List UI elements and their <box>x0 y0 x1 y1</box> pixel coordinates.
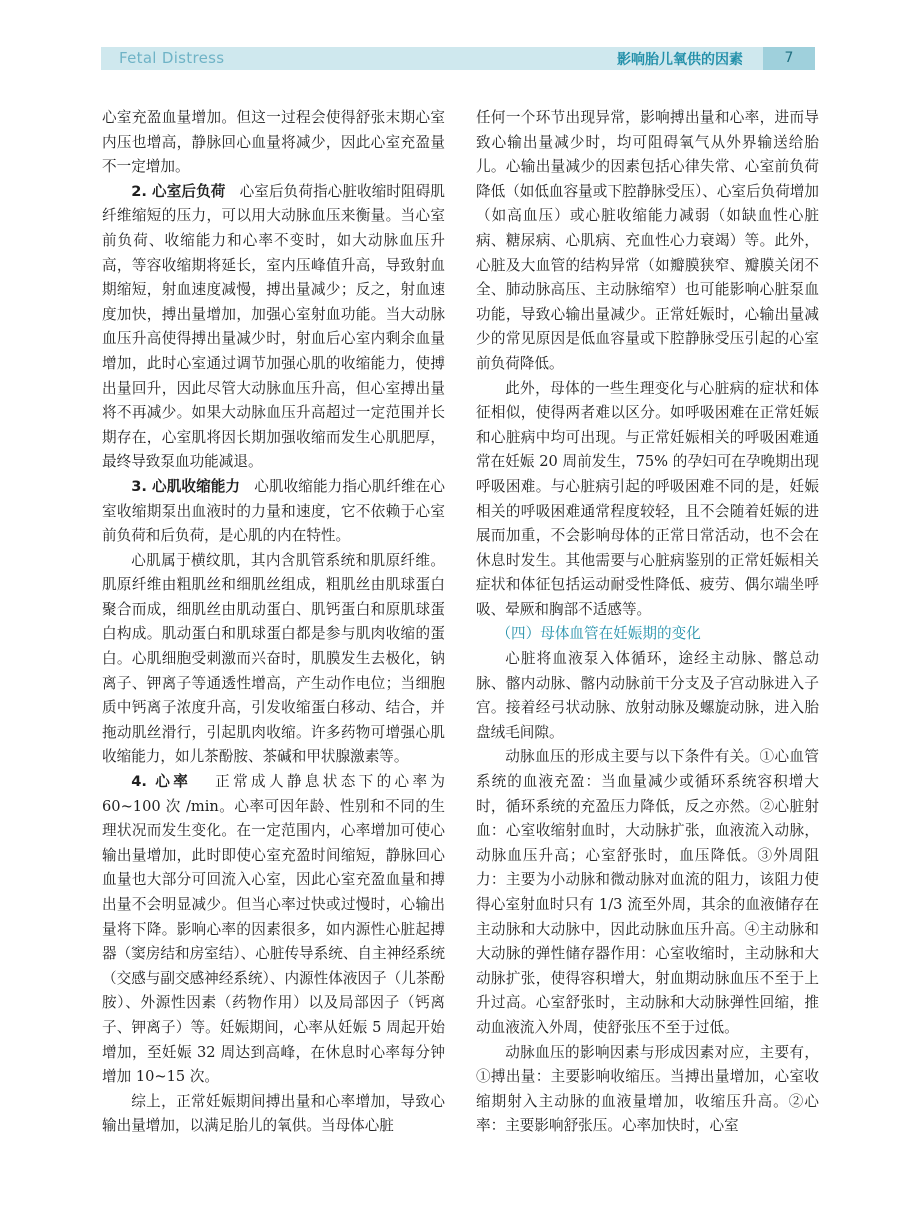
paragraph-contractility <box>102 475 445 549</box>
left-column <box>102 106 445 1139</box>
paragraph: 任何一个环节出现异常，影响搏出量和心率，进而导致心输出量减少时，均可阻碍氧气从外界输送给胎儿。心输出量减少的因素包括心律失常、心室前负荷降低（如低血容量或下腔静脉受压）、心室后负荷增加（如高血压）或心脏收缩能力减弱（如缺血性心脏病、糖尿病、心肌病、充血性心力衰竭）等。此外，心脏及大血管的结构异常（如瓣膜狭窄、瓣膜关闭不全、肺动脉高压、主动脉缩窄）也可能影响心脏泵血功能，导致心输出量减少。正常妊娠时，心输出量减少的常见原因是低血容量或下腔静脉受压引起的心室前负荷降低。 <box>476 109 819 372</box>
page-number: 7 <box>763 47 815 70</box>
section-heading: （四）母体血管在妊娠期的变化 <box>496 625 701 643</box>
paragraph-text: 心肌收缩能力指心肌纤维在心室收缩期泵出血液时的力量和速度，它不依赖于心室前负荷和后负荷，是心肌的内在特性。 <box>102 477 445 545</box>
paragraph-afterload <box>102 180 445 475</box>
book-title: Fetal Distress <box>119 49 225 67</box>
paragraph-text: 心室后负荷指心脏收缩时阻碍肌纤维缩短的压力，可以用大动脉血压来衡量。当心室前负荷、收缩能力和心率不变时，如大动脉血压升高，等容收缩期将延长，室内压峰值升高，导致射血期缩短，射血速度减慢，搏出量减少；反之，射血速度加快，搏出量增加，加强心室射血功能。当大动脉血压升高使得搏出量减少时，射血后心室内剩余血量增加，此时心室通过调节加强心肌的收缩能力，使搏出量回升，因此尽管大动脉血压升高，但心室搏出量将不再减少。如果大动脉血压升高超过一定范围并长期存在，心室肌将因长期加强收缩而发生心肌肥厚，最终导致泵血功能减退。 <box>102 182 445 471</box>
paragraph: 动脉血压的形成主要与以下条件有关。①心血管系统的血液充盈：当血量减少或循环系统容积增大时，循环系统的充盈压力降低，反之亦然。②心脏射血：心室收缩射血时，大动脉扩张，血液流入动脉，动脉血压升高；心室舒张时，血压降低。③外周阻力：主要为小动脉和微动脉对血流的阻力，该阻力使得心室射血时只有 1/3 流至外周，其余的血液储存在主动脉和大动脉中，因此动脉血压升高。④主动脉和大动脉的弹性储存器作用：心室收缩时，主动脉和大动脉扩张，使得容积增大，射血期动脉血压不至于上升过高。心室舒张时，主动脉和大动脉弹性回缩，推动血液流入外周，使舒张压不至于过低。 <box>476 748 819 1036</box>
paragraph: 综上，正常妊娠期间搏出量和心率增加，导致心输出量增加，以满足胎儿的氧供。当母体心脏 <box>102 1092 445 1135</box>
subsection-heading: 4. 心率 <box>131 773 192 791</box>
subsection-heading: 2. 心室后负荷 <box>131 182 226 200</box>
paragraph: 心脏将血液泵入体循环，途经主动脉、髂总动脉、髂内动脉、髂内动脉前干分支及子宫动脉进入子宫。接着经弓状动脉、放射动脉及螺旋动脉，进入胎盘绒毛间隙。 <box>476 650 819 741</box>
paragraph: 动脉血压的影响因素与形成因素对应，主要有，①搏出量：主要影响收缩压。当搏出量增加，心室收缩期射入主动脉的血液量增加，收缩压升高。②心率：主要影响舒张压。心率加快时，心室 <box>476 1043 819 1135</box>
chapter-title: 影响胎儿氧供的因素 <box>617 52 743 68</box>
paragraph-text: 正常成人静息状态下的心率为 60~100 次 /min。心率可因年龄、性别和不同的生理状况而发生变化。在一定范围内，心率增加可使心输出量增加，此时即使心室充盈时间缩短，静脉回心血量也大部分可回流入心室，因此心室充盈血量和搏出量不会明显减少。但当心率过快或过慢时，心输出量将下降。影响心率的因素很多，如内源性心脏起搏器（窦房结和房室结）、心脏传导系统、自主神经系统（交感与副交感神经系统）、内源性体液因子（儿茶酚胺）、外源性因素（药物作用）以及局部因子（钙离子、钾离子）等。妊娠期间，心率从妊娠 5 周起开始增加，至妊娠 32 周达到高峰，在休息时心率每分钟增加 10~15 次。 <box>102 773 445 1086</box>
running-header <box>101 47 815 70</box>
subsection-heading: 3. 心肌收缩能力 <box>131 477 241 495</box>
paragraph: 心肌属于横纹肌，其内含肌管系统和肌原纤维。肌原纤维由粗肌丝和细肌丝组成，粗肌丝由肌球蛋白聚合而成，细肌丝由肌动蛋白、肌钙蛋白和原肌球蛋白构成。肌动蛋白和肌球蛋白都是参与肌肉收缩的蛋白。心肌细胞受刺激而兴奋时，肌膜发生去极化，钠离子、钾离子等通透性增高，产生动作电位；当细胞质中钙离子浓度升高，引发收缩蛋白移动、结合，并拖动肌丝滑行，引起肌肉收缩。许多药物可增强心肌收缩能力，如儿茶酚胺、茶碱和甲状腺激素等。 <box>102 551 445 766</box>
paragraph: 此外，母体的一些生理变化与心脏病的症状和体征相似，使得两者难以区分。如呼吸困难在正常妊娠和心脏病中均可出现。与正常妊娠相关的呼吸困难通常在妊娠 20 周前发生，75% 的孕妇可在孕晚期出现呼吸困难。与心脏病引起的呼吸困难不同的是，妊娠相关的呼吸困难通常程度较轻，且不会随着妊娠的进展而加重，不会影响母体的正常日常活动，也不会在休息时发生。其他需要与心脏病鉴别的正常妊娠相关症状和体征包括运动耐受性降低、疲劳、偶尔端坐呼吸、晕厥和胸部不适感等。 <box>476 379 819 618</box>
paragraph-heart-rate <box>102 770 445 1090</box>
paragraph: 心室充盈血量增加。但这一过程会使得舒张末期心室内压也增高，静脉回心血量将减少，因此心室充盈量不一定增加。 <box>102 109 445 176</box>
right-column <box>476 106 819 1139</box>
